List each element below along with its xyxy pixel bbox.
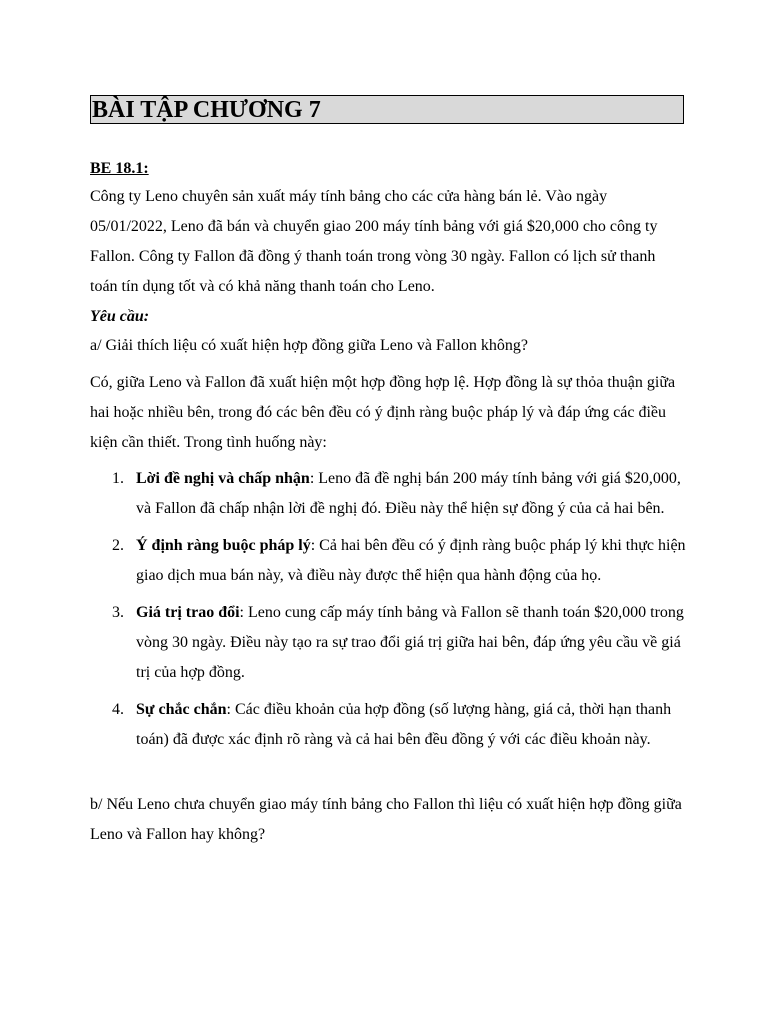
list-item — [90, 695, 686, 755]
question-a: a/ Giải thích liệu có xuất hiện hợp đồng giữa Leno và Fallon không? — [90, 337, 528, 354]
list-item-number: 1. — [112, 470, 124, 487]
answer-a-paragraph: Có, giữa Leno và Fallon đã xuất hiện một hợp đồng hợp lệ. Hợp đồng là sự thỏa thuận giữa hai hoặc nhiều bên, trong đó các bên đều có ý định ràng buộc pháp lý và đáp ứng các điều kiện cần thiết. Trong tình huống này: — [90, 374, 676, 451]
list-item-number: 4. — [112, 701, 124, 718]
exercise-heading: BE 18.1: — [90, 160, 149, 177]
list-item-term: Ý định ràng buộc pháp lý — [136, 537, 311, 554]
requirement-label: Yêu cầu: — [90, 308, 150, 325]
chapter-title: BÀI TẬP CHƯƠNG 7 — [92, 97, 321, 123]
list-item-text: : Leno đã đề nghị bán 200 máy tính bảng với giá $20,000, và Fallon đã chấp nhận lời đề nghị đó. Điều này thể hiện sự đồng ý của cả hai bên. — [136, 470, 681, 517]
list-item — [90, 531, 686, 591]
list-item-number: 2. — [112, 537, 124, 554]
list-item-term: Giá trị trao đổi — [136, 604, 240, 621]
list-item — [90, 598, 686, 688]
exercise-intro-paragraph: Công ty Leno chuyên sản xuất máy tính bảng cho các cửa hàng bán lẻ. Vào ngày 05/01/2022, Leno đã bán và chuyển giao 200 máy tính bảng với giá $20,000 cho công ty Fallon. Công ty Fallon đã đồng ý thanh toán trong vòng 30 ngày. Fallon có lịch sử thanh toán tín dụng tốt và có khả năng thanh toán cho Leno. — [90, 188, 658, 295]
contract-elements-list — [90, 464, 686, 762]
chapter-title-box — [90, 95, 684, 124]
list-item-term: Lời đề nghị và chấp nhận — [136, 470, 310, 487]
list-item-number: 3. — [112, 604, 124, 621]
list-item — [90, 464, 686, 524]
list-item-text: : Các điều khoản của hợp đồng (số lượng hàng, giá cả, thời hạn thanh toán) đã được xác định rõ ràng và cả hai bên đều đồng ý với các điều khoản này. — [136, 701, 672, 748]
list-item-text: : Leno cung cấp máy tính bảng và Fallon sẽ thanh toán $20,000 trong vòng 30 ngày. Điều này tạo ra sự trao đổi giá trị giữa hai bên, đáp ứng yêu cầu về giá trị của hợp đồng. — [136, 604, 684, 681]
list-item-term: Sự chắc chắn — [136, 701, 227, 718]
question-b: b/ Nếu Leno chưa chuyển giao máy tính bảng cho Fallon thì liệu có xuất hiện hợp đồng giữa Leno và Fallon hay không? — [90, 796, 682, 843]
list-item-text: : Cả hai bên đều có ý định ràng buộc pháp lý khi thực hiện giao dịch mua bán này, và điều này được thể hiện qua hành động của họ. — [136, 537, 686, 584]
